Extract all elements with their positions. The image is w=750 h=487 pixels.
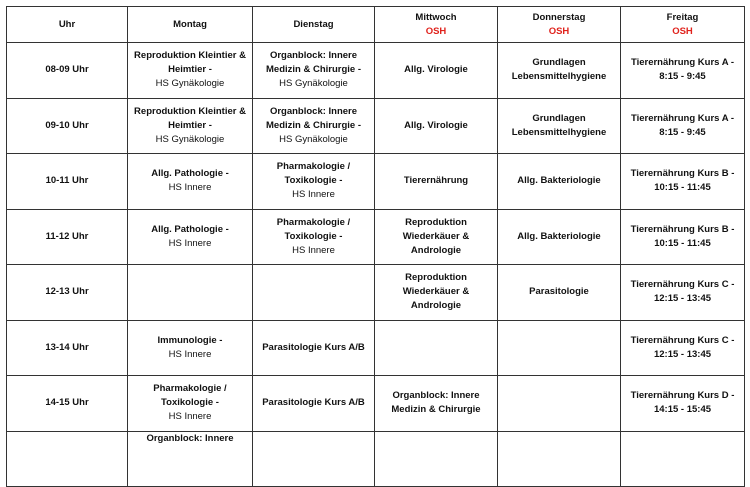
osh-tag: OSH <box>548 25 570 37</box>
course-cell <box>128 431 253 487</box>
course-cell <box>128 209 253 265</box>
course-cell <box>621 320 745 376</box>
time-cell <box>7 431 128 487</box>
osh-tag: OSH <box>672 25 693 37</box>
course-title: Allg. Pathologie - <box>151 168 229 180</box>
day-label: Donnerstag <box>532 11 586 23</box>
time-cell: 12-13 Uhr <box>7 265 128 321</box>
course-cell <box>621 431 745 487</box>
course-title: Reproduktion Kleintier & Heimtier - <box>134 105 246 131</box>
course-cell <box>253 265 375 321</box>
course-title: Reproduktion Kleintier & Heimtier - <box>134 50 246 76</box>
course-title: Organblock: Innere Medizin & Chirurgie - <box>266 50 361 76</box>
course-title: Parasitologie Kurs A/B <box>262 397 365 409</box>
timetable <box>6 6 745 487</box>
course-cell <box>498 154 621 210</box>
course-cell <box>621 209 745 265</box>
course-title: Grundlagen Lebensmittelhygiene <box>511 57 607 83</box>
table-row <box>7 154 745 210</box>
header-row <box>7 7 745 43</box>
course-cell <box>375 265 498 321</box>
course-cell <box>375 209 498 265</box>
course-cell <box>621 376 745 432</box>
day-label: Dienstag <box>293 18 334 30</box>
course-title: Tierernährung Kurs B - 10:15 - 11:45 <box>630 168 735 194</box>
course-cell <box>498 209 621 265</box>
time-cell: 11-12 Uhr <box>7 209 128 265</box>
table-row <box>7 98 745 154</box>
course-room: HS Gynäkologie <box>155 133 225 145</box>
course-title: Tierernährung Kurs C - 12:15 - 13:45 <box>630 279 735 305</box>
course-cell <box>375 320 498 376</box>
course-cell <box>253 431 375 487</box>
course-cell <box>128 265 253 321</box>
course-room: HS Innere <box>168 411 212 423</box>
course-cell <box>375 431 498 487</box>
course-title: Pharmakologie / Toxikologie - <box>276 216 351 242</box>
table-row <box>7 431 745 487</box>
course-title: Pharmakologie / Toxikologie - <box>153 383 227 409</box>
course-cell <box>621 265 745 321</box>
course-title: Tierernährung Kurs D - 14:15 - 15:45 <box>630 390 735 416</box>
course-title: Allg. Bakteriologie <box>517 230 601 242</box>
course-cell <box>253 376 375 432</box>
course-cell <box>128 376 253 432</box>
course-cell <box>128 98 253 154</box>
course-room: HS Innere <box>168 182 212 194</box>
course-cell <box>375 98 498 154</box>
course-title: Reproduktion Wiederkäuer & Andrologie <box>402 272 470 312</box>
course-cell <box>128 43 253 99</box>
course-cell <box>375 376 498 432</box>
course-room: HS Innere <box>168 237 212 249</box>
course-title: Organblock: Innere <box>146 432 234 444</box>
course-title: Allg. Bakteriologie <box>517 175 601 187</box>
course-cell <box>498 43 621 99</box>
course-title: Tierernährung Kurs A - 8:15 - 9:45 <box>630 57 735 83</box>
course-title: Tierernährung <box>403 175 469 187</box>
table-row <box>7 209 745 265</box>
course-room: HS Gynäkologie <box>279 133 348 145</box>
course-room: HS Innere <box>168 348 212 360</box>
course-cell <box>621 43 745 99</box>
course-cell <box>253 98 375 154</box>
table-row <box>7 265 745 321</box>
time-cell: 09-10 Uhr <box>7 98 128 154</box>
course-title: Parasitologie Kurs A/B <box>262 341 365 353</box>
table-row <box>7 376 745 432</box>
course-cell <box>128 154 253 210</box>
day-label: Mittwoch <box>415 11 457 23</box>
course-cell <box>128 320 253 376</box>
time-cell: 10-11 Uhr <box>7 154 128 210</box>
course-cell <box>498 376 621 432</box>
course-title: Tierernährung Kurs C - 12:15 - 13:45 <box>630 334 735 360</box>
course-room: HS Gynäkologie <box>279 78 348 90</box>
day-label: Freitag <box>666 11 699 23</box>
course-title: Allg. Pathologie - <box>151 223 229 235</box>
course-title: Tierernährung Kurs B - 10:15 - 11:45 <box>630 223 735 249</box>
header-day <box>128 7 253 43</box>
day-label: Montag <box>173 18 207 30</box>
osh-tag: OSH <box>425 25 447 37</box>
table-row <box>7 43 745 99</box>
header-day <box>498 7 621 43</box>
course-cell <box>253 209 375 265</box>
table-row <box>7 320 745 376</box>
course-title: Parasitologie <box>529 286 589 298</box>
course-title: Organblock: Innere Medizin & Chirurgie - <box>266 105 361 131</box>
course-cell <box>498 98 621 154</box>
course-cell <box>375 43 498 99</box>
course-title: Pharmakologie / Toxikologie - <box>276 161 351 187</box>
course-title: Grundlagen Lebensmittelhygiene <box>511 112 607 138</box>
course-cell <box>621 98 745 154</box>
course-cell <box>253 154 375 210</box>
course-cell <box>621 154 745 210</box>
course-cell <box>498 265 621 321</box>
course-cell <box>498 320 621 376</box>
course-room: HS Innere <box>292 244 335 256</box>
course-cell <box>375 154 498 210</box>
header-day <box>253 7 375 43</box>
course-title: Immunologie - <box>157 334 223 346</box>
header-time: Uhr <box>7 7 128 43</box>
course-room: HS Innere <box>292 189 335 201</box>
course-cell <box>253 43 375 99</box>
header-day <box>621 7 745 43</box>
course-cell <box>498 431 621 487</box>
course-title: Allg. Virologie <box>404 119 468 131</box>
time-cell: 13-14 Uhr <box>7 320 128 376</box>
time-cell: 14-15 Uhr <box>7 376 128 432</box>
course-title: Organblock: Innere Medizin & Chirurgie <box>391 390 481 416</box>
course-cell <box>253 320 375 376</box>
time-cell: 08-09 Uhr <box>7 43 128 99</box>
course-room: HS Gynäkologie <box>155 78 225 90</box>
course-title: Tierernährung Kurs A - 8:15 - 9:45 <box>630 112 735 138</box>
header-day <box>375 7 498 43</box>
course-title: Allg. Virologie <box>404 64 468 76</box>
course-title: Reproduktion Wiederkäuer & Andrologie <box>402 216 470 256</box>
